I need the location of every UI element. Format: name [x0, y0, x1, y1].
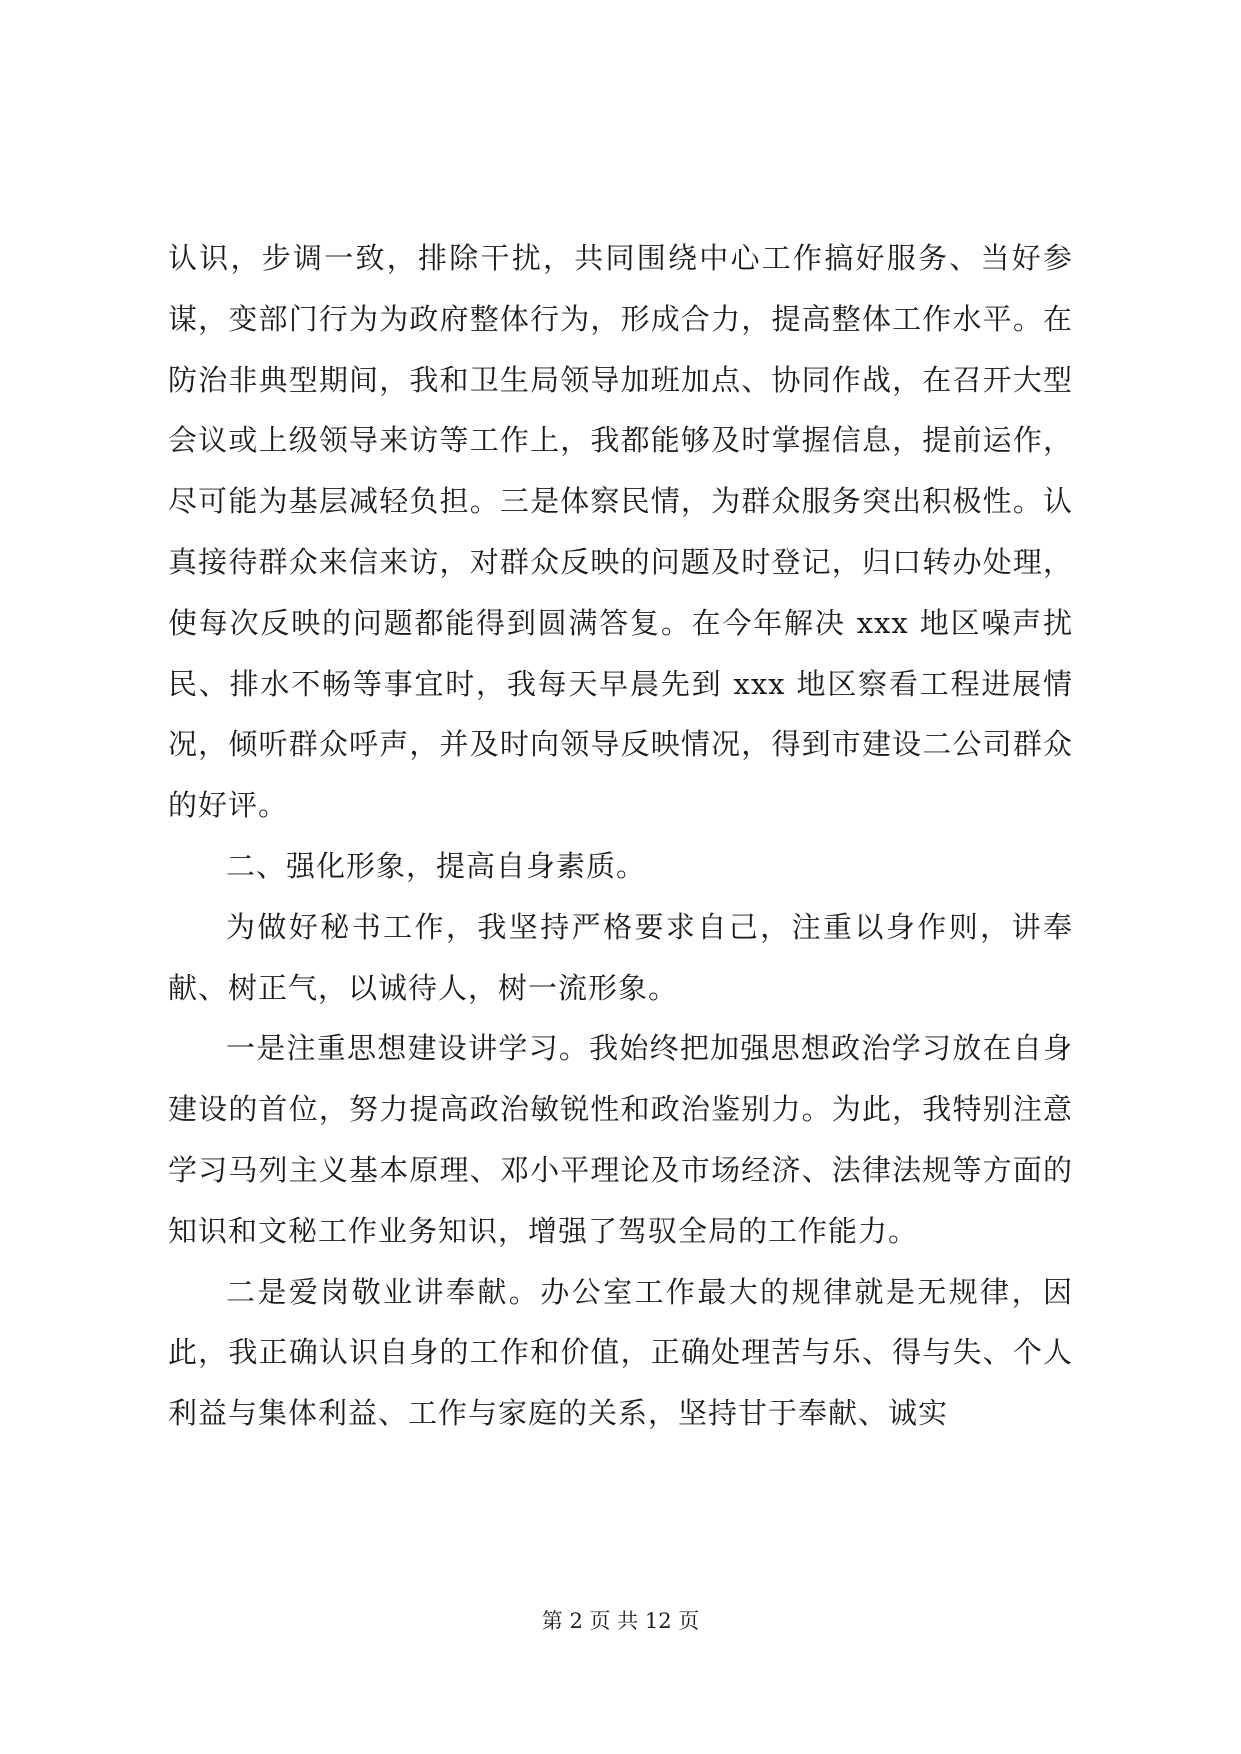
document-body — [168, 228, 1073, 1444]
page-number-label: 第 2 页 共 12 页 — [541, 1609, 700, 1633]
paragraph-1: 认识，步调一致，排除干扰，共同围绕中心工作搞好服务、当好参谋，变部门行为为政府整体行为，形成合力，提高整体工作水平。在防治非典型期间，我和卫生局领导加班加点、协同作战，在召开大型会议或上级领导来访等工作上，我都能够及时掌握信息，提前运作，尽可能为基层减轻负担。三是体察民情，为群众服务突出积极性。认真接待群众来信来访，对群众反映的问题及时登记，归口转办处理，使每次反映的问题都能得到圆满答复。在今年解决 xxx 地区噪声扰民、排水不畅等事宜时，我每天早晨先到 xxx 地区察看工程进展情况，倾听群众呼声，并及时向领导反映情况，得到市建设二公司群众的好评。 — [168, 241, 1073, 823]
paragraph-5: 二是爱岗敬业讲奉献。办公室工作最大的规律就是无规律，因此，我正确认识自身的工作和价值，正确处理苦与乐、得与失、个人利益与集体利益、工作与家庭的关系，坚持甘于奉献、诚实 — [168, 1274, 1073, 1431]
paragraph-4: 一是注重思想建设讲学习。我始终把加强思想政治学习放在自身建设的首位，努力提高政治敏锐性和政治鉴别力。为此，我特别注意学习马列主义基本原理、邓小平理论及市场经济、法律法规等方面的知识和文秘工作业务知识，增强了驾驭全局的工作能力。 — [168, 1031, 1073, 1248]
section-heading-2: 二、强化形象，提高自身素质。 — [226, 848, 647, 883]
page-footer — [0, 1606, 1241, 1636]
paragraph-3: 为做好秘书工作，我坚持严格要求自己，注重以身作则，讲奉献、树正气，以诚待人，树一流形象。 — [168, 909, 1073, 1005]
